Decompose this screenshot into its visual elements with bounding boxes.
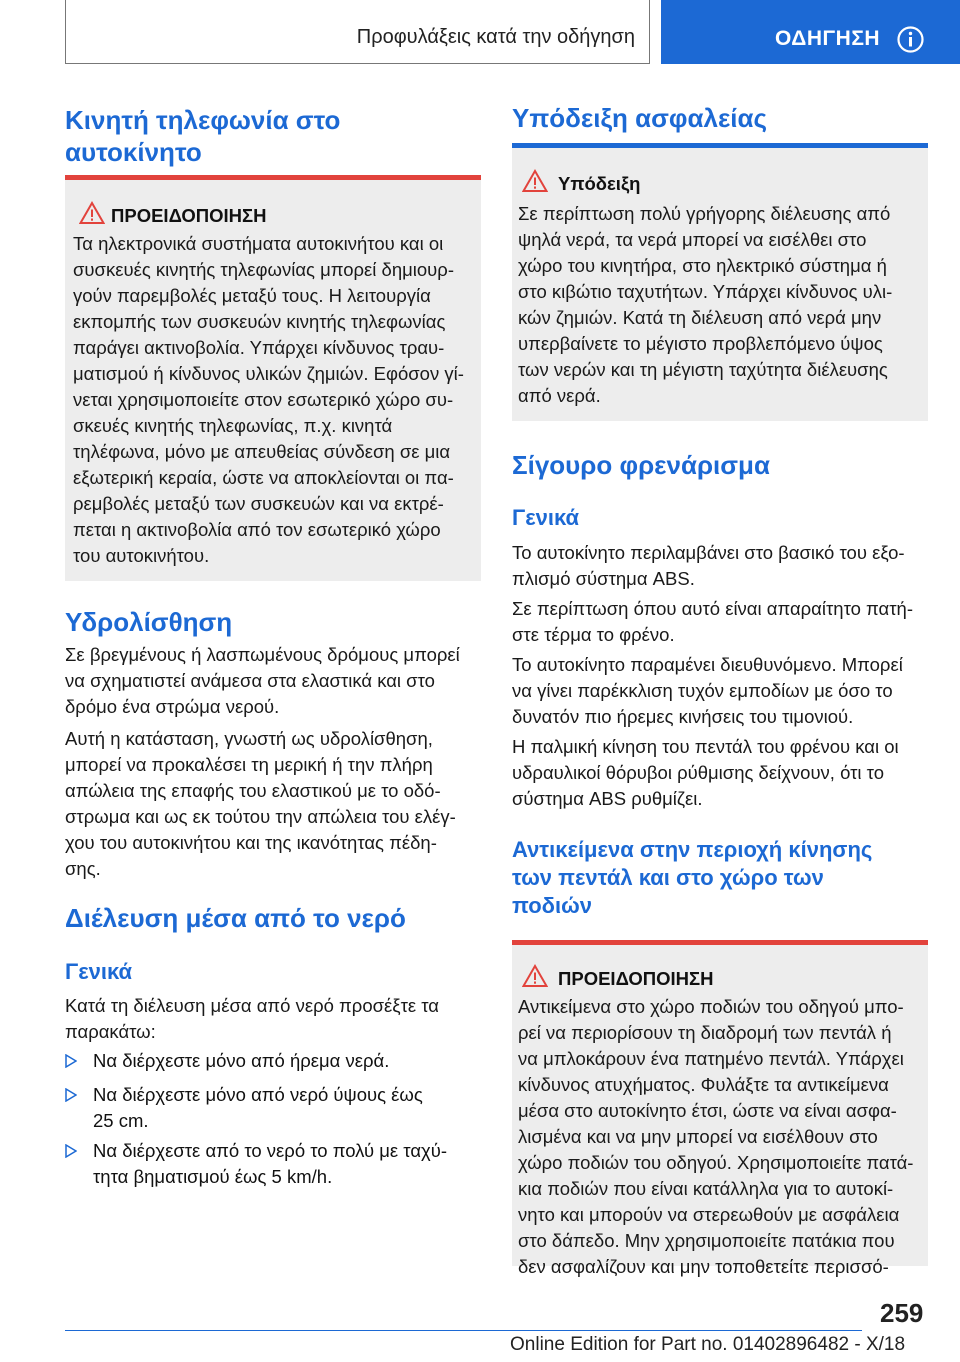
warning-title: ΠΡΟΕΙΔΟΠΟΙΗΣΗ [111, 205, 267, 226]
warning-text: Τα ηλεκτρονικά συστήματα αυτοκινήτου και οι συσκευές κινητής τηλεφωνίας μπορεί δημιουρ- γούν παρεμβολές μεταξύ τους. Η λειτουργία εκπομπής των συσκευών κινητής τηλεφωνίας παράγει ακτινοβολία. Υπάρχει κίνδυνος τραυ- ματισμού ή κίνδυνος υλικών ζημιών. Εφόσον γί- νεται χρησιμοποιείτε στον εσωτερικό χώρο συ- σκευές κινητής τηλεφωνίας, π.χ. κινητά τηλέφωνα, μόνο με απευθείας σύνδεση σε μια εξωτερική κεραία, ώστε να αποκλείονται οι πα- ρεμβολές μεταξύ των συσκευών και να εκτρέ- πεται η ακτινοβολία από τον εσωτερικό χώρο του αυτοκινήτου. [73, 233, 464, 566]
aquaplaning-paragraph-1: Σε βρεγμένους ή λασπωμένους δρόμους μπορεί να σχηματιστεί ανάμεσα στα ελαστικά και στο δρόμο ένα στρώμα νερού. [65, 644, 460, 717]
water-intro: Κατά τη διέλευση μέσα από νερό προσέξτε τα παρακάτω: [65, 995, 440, 1042]
chapter-title: Προφυλάξεις κατά την οδήγηση [356, 26, 635, 48]
warning-title: ΠΡΟΕΙΔΟΠΟΙΗΣΗ [558, 968, 714, 989]
pedal-warning-box [512, 940, 928, 1277]
pedal-area-heading: Αντικείμενα στην περιοχή κίνησης των πεντάλ και στο χώρο των ποδιών [512, 837, 873, 918]
info-icon [897, 26, 924, 53]
footer-divider [65, 1330, 862, 1331]
safety-note-box [512, 143, 928, 421]
bullet-triangle-icon [65, 1054, 77, 1068]
safety-note-heading: Υπόδειξη ασφαλείας [512, 103, 768, 133]
warning-triangle-icon [79, 201, 105, 225]
warning-bar [65, 175, 481, 180]
chapter-header [65, 0, 650, 64]
warning-triangle-icon [522, 169, 548, 193]
page-number: 259 [880, 1298, 924, 1328]
heading-line: Κινητή τηλεφωνία στο [65, 105, 341, 135]
braking-paragraph-1: Το αυτοκίνητο περιλαμβάνει στο βασικό του εξο- πλισμό σύστημα ABS. [512, 542, 905, 589]
heading-line: αυτοκίνητο [65, 137, 202, 167]
warning-text: Αντικείμενα στο χώρο ποδιών του οδηγού μπο- ρεί να περιορίσουν τη διαδρομή των πεντάλ ή να μπλοκάρουν ένα πατημένο πεντάλ. Υπάρχει κίνδυνος ατυχήματος. Φυλάξτε τα αντικείμενα μέσα στο αυτοκίνητο έτσι, ώστε να είναι ασφα- λισμένα και να μην μπορεί να εισέλθουν στο χώρο ποδιών του οδηγού. Χρησιμοποιείτε πατά- κια ποδιών που είναι κατάλληλα για το αυτοκί- νητο και μπορούν να στερεωθούν με ασφάλεια στο δάπεδο. Μην χρησιμοποιείτε πατάκια που δεν ασφαλίζουν και μην τοποθετείτε περισσό- [518, 996, 914, 1277]
warning-triangle-icon [522, 964, 548, 988]
edition-footer: Online Edition for Part no. 01402896482 - X/18 [510, 1334, 906, 1355]
bullet-triangle-icon [65, 1144, 77, 1158]
water-crossing-heading: Διέλευση μέσα από το νερό [65, 903, 406, 933]
braking-paragraph-3: Το αυτοκίνητο παραμένει διευθυνόμενο. Μπορεί να γίνει παρέκκλιση τυχόν εμποδίων με όσο το δυνατόν πιο ήρεμες κινήσεις του τιμονιού. [512, 654, 903, 727]
aquaplaning-heading: Υδρολίσθηση [65, 607, 233, 637]
note-bar [512, 143, 928, 148]
braking-heading: Σίγουρο φρενάρισμα [512, 450, 770, 480]
braking-paragraph-2: Σε περίπτωση όπου αυτό είναι απαραίτητο πατή- στε τέρμα το φρένο. [512, 598, 913, 645]
section-tab[interactable] [661, 0, 960, 64]
note-title: Υπόδειξη [558, 173, 641, 194]
bullet-triangle-icon [65, 1088, 77, 1102]
braking-paragraph-4: Η παλμική κίνηση του πεντάλ του φρένου και οι υδραυλικοί θόρυβοι ρύθμισης δείχνουν, ότι το σύστημα ABS ρυθμίζει. [512, 736, 899, 809]
water-general-subheading: Γενικά [65, 959, 133, 984]
note-text: Σε περίπτωση πολύ γρήγορης διέλευσης από ψηλά νερά, τα νερά μπορεί να εισέλθει στο χώρο του κινητήρα, στο ηλεκτρικό σύστημα ή στο κιβώτιο ταχυτήτων. Υπάρχει κίνδυνος υλι- κών ζημιών. Κατά τη διέλευση από νερά μην υπερβαίνετε το μέγιστο προβλεπόμενο ύψος των νερών και τη μέγιστη ταχύτητα διέλευσης από νερά. [518, 203, 893, 406]
warning-bar [512, 940, 928, 945]
mobile-warning-box [65, 175, 481, 581]
braking-general-subheading: Γενικά [512, 505, 580, 530]
aquaplaning-paragraph-2: Αυτή η κατάσταση, γνωστή ως υδρολίσθηση, μπορεί να προκαλέσει τη μερική ή την πλήρη απώλεια της επαφής του ελαστικού με το οδό- στρωμα και ως εκ τούτου την απώλεια του ελέγ- χου του αυτοκινήτου και της ικανότητας πέδη- σης. [65, 728, 456, 879]
section-title: ΟΔΗΓΗΣΗ [775, 27, 881, 50]
mobile-phone-heading [65, 104, 340, 168]
